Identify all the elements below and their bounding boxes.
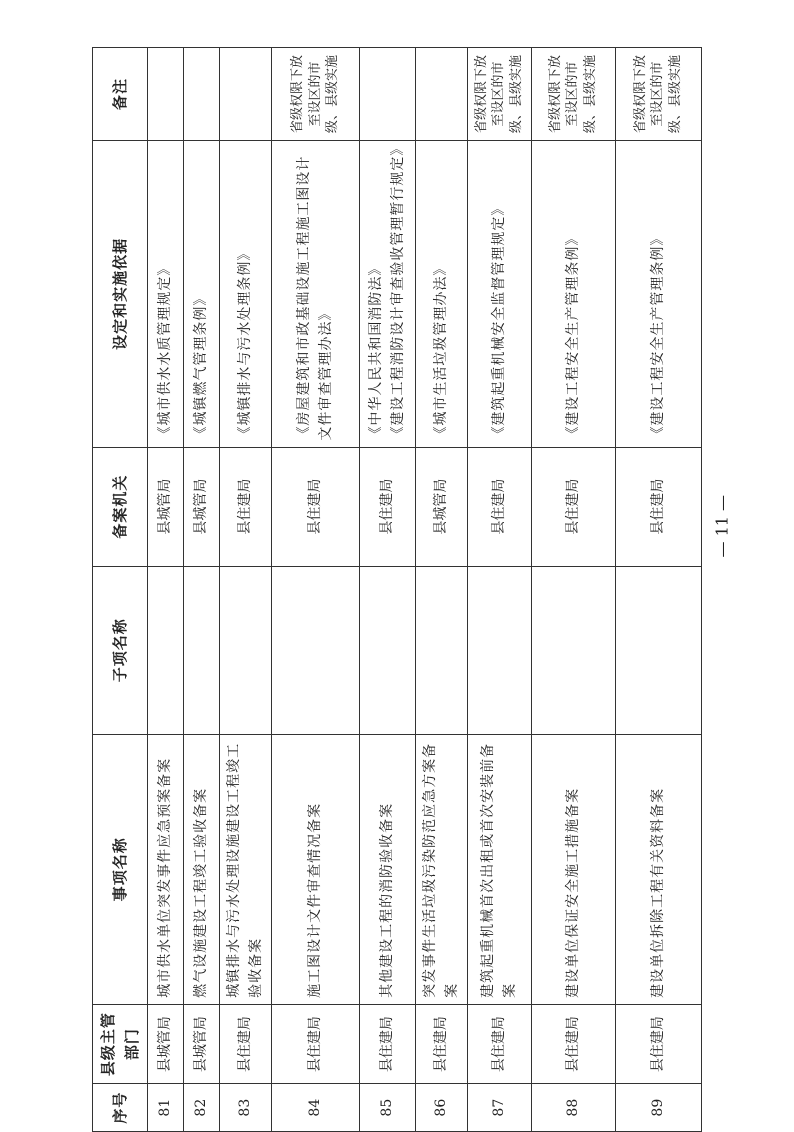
table-row [531,48,615,1132]
cell-seq: 82 [184,1084,220,1132]
cell-dept: 县住建局 [467,1004,531,1083]
cell-item: 建筑起重机械首次出租或首次安装前备案 [467,734,531,1004]
cell-item: 建设单位保证安全施工措施备案 [531,734,615,1004]
table-row [415,48,467,1132]
cell-agency: 县住建局 [359,447,415,566]
cell-remark: 省级权限下放至设区的市级、县级实施 [615,48,701,141]
cell-agency: 县住建局 [220,447,272,566]
table-row [615,48,701,1132]
cell-item: 建设单位拆除工程有关资料备案 [615,734,701,1004]
cell-agency: 县住建局 [531,447,615,566]
cell-agency: 县住建局 [615,447,701,566]
cell-sub [148,566,184,734]
header-basis: 设定和实施依据 [93,141,148,447]
cell-seq: 89 [615,1084,701,1132]
page-number: — 11 — [712,494,732,558]
cell-seq: 88 [531,1084,615,1132]
cell-item: 燃气设施建设工程竣工验收备案 [184,734,220,1004]
header-item: 事项名称 [93,734,148,1004]
cell-item: 城镇排水与污水处理设施建设工程竣工验收备案 [220,734,272,1004]
cell-remark [148,48,184,141]
cell-dept: 县住建局 [531,1004,615,1083]
filing-items-table [92,47,702,1132]
cell-sub [467,566,531,734]
table-header-row [93,48,148,1132]
cell-item: 城市供水单位突发事件应急预案备案 [148,734,184,1004]
cell-basis: 《城市生活垃圾管理办法》 [415,141,467,447]
cell-basis: 《建设工程安全生产管理条例》 [615,141,701,447]
table-row [220,48,272,1132]
cell-basis: 《城市供水水质管理规定》 [148,141,184,447]
header-remark: 备注 [93,48,148,141]
cell-sub [359,566,415,734]
cell-agency: 县城管局 [415,447,467,566]
cell-remark [359,48,415,141]
cell-seq: 84 [271,1084,359,1132]
cell-dept: 县住建局 [415,1004,467,1083]
cell-sub [615,566,701,734]
table-row [271,48,359,1132]
cell-seq: 81 [148,1084,184,1132]
cell-sub [415,566,467,734]
table-row [148,48,184,1132]
cell-sub [271,566,359,734]
table-row [359,48,415,1132]
table-row [184,48,220,1132]
cell-item: 其他建设工程的消防验收备案 [359,734,415,1004]
header-agency: 备案机关 [93,447,148,566]
cell-agency: 县住建局 [271,447,359,566]
cell-basis: 《房屋建筑和市政基础设施工程施工图设计文件审查管理办法》 [271,141,359,447]
cell-agency: 县城管局 [148,447,184,566]
cell-seq: 83 [220,1084,272,1132]
cell-seq: 87 [467,1084,531,1132]
cell-remark: 省级权限下放至设区的市级、县级实施 [531,48,615,141]
cell-agency: 县住建局 [467,447,531,566]
cell-agency: 县城管局 [184,447,220,566]
cell-dept: 县住建局 [359,1004,415,1083]
cell-dept: 县城管局 [148,1004,184,1083]
cell-remark: 省级权限下放至设区的市级、县级实施 [467,48,531,141]
cell-seq: 85 [359,1084,415,1132]
header-seq: 序号 [93,1084,148,1132]
table-row [467,48,531,1132]
cell-basis: 《城镇排水与污水处理条例》 [220,141,272,447]
cell-remark [184,48,220,141]
cell-sub [184,566,220,734]
header-dept: 县级主管部门 [93,1004,148,1083]
cell-item: 施工图设计文件审查情况备案 [271,734,359,1004]
cell-seq: 86 [415,1084,467,1132]
cell-dept: 县住建局 [615,1004,701,1083]
cell-basis: 《建筑起重机械安全监督管理规定》 [467,141,531,447]
cell-dept: 县住建局 [271,1004,359,1083]
cell-sub [531,566,615,734]
cell-basis: 《建设工程安全生产管理条例》 [531,141,615,447]
cell-dept: 县住建局 [220,1004,272,1083]
cell-basis: 《中华人民共和国消防法》 《建设工程消防设计审查验收管理暂行规定》 [359,141,415,447]
cell-item: 突发事件生活垃圾污染防范应急方案备案 [415,734,467,1004]
header-sub: 子项名称 [93,566,148,734]
cell-remark [220,48,272,141]
cell-basis: 《城镇燃气管理条例》 [184,141,220,447]
cell-remark [415,48,467,141]
cell-dept: 县城管局 [184,1004,220,1083]
cell-sub [220,566,272,734]
cell-remark: 省级权限下放至设区的市级、县级实施 [271,48,359,141]
rotated-table-sheet [92,47,696,1132]
